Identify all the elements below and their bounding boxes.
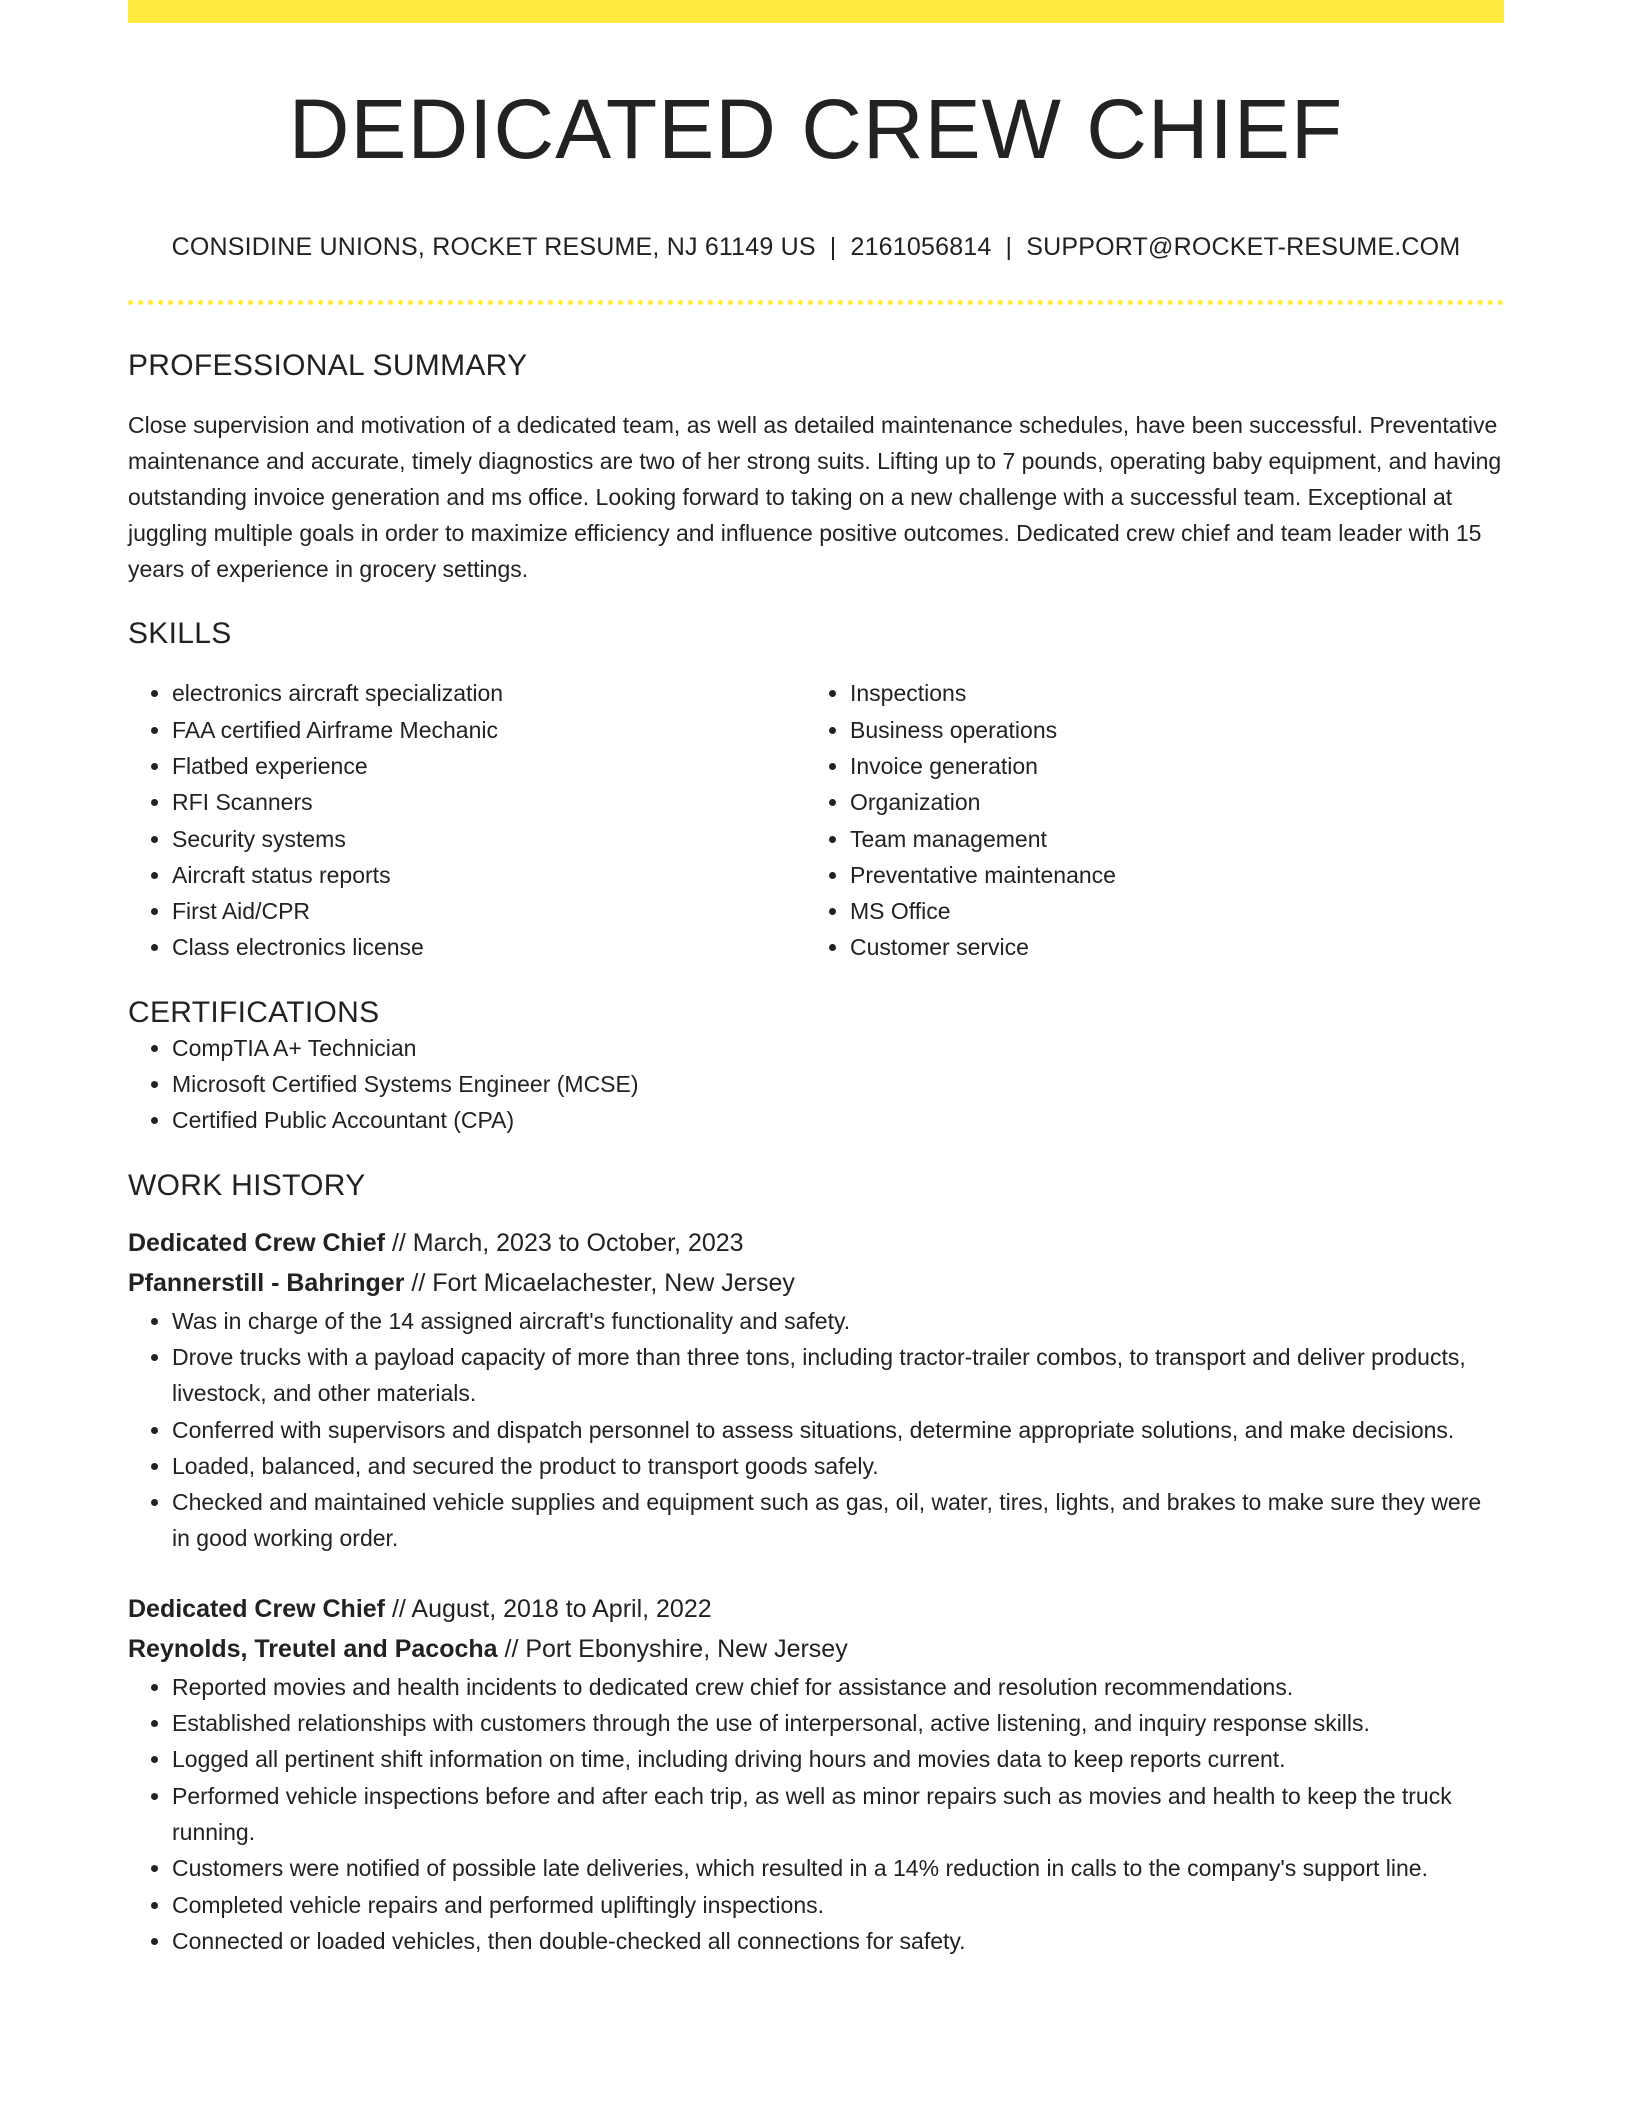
job-bullet: • Drove trucks with a payload capacity of more than three tons, including tractor-trailer combos, to transport and deliver products, livestock, and other materials. [172, 1339, 1504, 1412]
skill-item: • Invoice generation [850, 748, 1484, 784]
job-bullet: • Checked and maintained vehicle supplies and equipment such as gas, oil, water, tires, lights, and brakes to make sure they were in good working order. [172, 1484, 1504, 1557]
skill-item: • Business operations [850, 712, 1484, 748]
job-entry [128, 1589, 1504, 1959]
work-history-heading: WORK HISTORY [128, 1168, 366, 1202]
skills-column-right [806, 675, 1484, 965]
skills-list-left [128, 675, 806, 965]
skill-item: • MS Office [850, 893, 1484, 929]
job-bullets [128, 1669, 1504, 1959]
skill-item: • Customer service [850, 929, 1484, 965]
contact-email: SUPPORT@ROCKET-RESUME.COM [1026, 233, 1461, 262]
job-bullets [128, 1303, 1504, 1557]
job-bullet: • Conferred with supervisors and dispatch personnel to assess situations, determine appropriate solutions, and make decisions. [172, 1412, 1504, 1448]
contact-address: CONSIDINE UNIONS, ROCKET RESUME, NJ 61149 US [171, 233, 816, 262]
skill-item: • Team management [850, 821, 1484, 857]
job-bullet: • Performed vehicle inspections before and after each trip, as well as minor repairs such as movies and health to keep the truck running. [172, 1778, 1504, 1851]
job-bullet: • Loaded, balanced, and secured the product to transport goods safely. [172, 1448, 1504, 1484]
certification-item: • Microsoft Certified Systems Engineer (MCSE) [172, 1066, 1504, 1102]
job-location: // Port Ebonyshire, New Jersey [497, 1634, 848, 1663]
skill-item: • RFI Scanners [172, 784, 806, 820]
job-bullet: • Established relationships with customers through the use of interpersonal, active listening, and inquiry response skills. [172, 1705, 1504, 1741]
skill-item: • Flatbed experience [172, 748, 806, 784]
certifications-list [128, 1030, 1504, 1139]
job-company: Reynolds, Treutel and Pacocha [128, 1634, 498, 1663]
skills-heading: SKILLS [128, 617, 232, 651]
job-bullet: • Completed vehicle repairs and performed upliftingly inspections. [172, 1887, 1504, 1923]
job-dates: // March, 2023 to October, 2023 [385, 1228, 744, 1257]
job-title-line [128, 1589, 1504, 1629]
job-title-line [128, 1223, 1504, 1263]
job-location: // Fort Micaelachester, New Jersey [404, 1268, 795, 1297]
skills-list-right [806, 675, 1484, 965]
skill-item: • Organization [850, 784, 1484, 820]
job-company-line [128, 1263, 1504, 1303]
job-bullet: • Logged all pertinent shift information on time, including driving hours and movies data to keep reports current. [172, 1741, 1504, 1777]
contact-separator: | [829, 233, 837, 262]
skill-item: • First Aid/CPR [172, 893, 806, 929]
skill-item: • Security systems [172, 821, 806, 857]
skill-item: • electronics aircraft specialization [172, 675, 806, 711]
resume-page [128, 0, 1504, 1959]
job-company: Pfannerstill - Bahringer [128, 1268, 405, 1297]
skills-grid [128, 675, 1504, 965]
top-accent-bar [128, 0, 1504, 23]
contact-line [128, 233, 1504, 262]
summary-text: Close supervision and motivation of a dedicated team, as well as detailed maintenance schedules, have been successful. Preventative maintenance and accurate, timely diagnostics are two of her strong suits. Lifting up to 7 pounds, operating baby equipment, and having outstanding invoice generation and ms office. Looking forward to taking on a new challenge with a successful team. Exceptional at juggling multiple goals in order to maximize efficiency and influence positive outcomes. Dedicated crew chief and team leader with 15 years of experience in grocery settings. [128, 412, 1502, 583]
summary-heading: PROFESSIONAL SUMMARY [128, 349, 528, 383]
skill-item: • FAA certified Airframe Mechanic [172, 712, 806, 748]
certification-item: • Certified Public Accountant (CPA) [172, 1102, 1504, 1138]
job-title: Dedicated Crew Chief [128, 1228, 386, 1257]
header-divider [128, 300, 1504, 305]
job-entry [128, 1223, 1504, 1557]
job-bullet: • Reported movies and health incidents to dedicated crew chief for assistance and resolution recommendations. [172, 1669, 1504, 1705]
skill-item: • Aircraft status reports [172, 857, 806, 893]
skill-item: • Class electronics license [172, 929, 806, 965]
job-bullet: • Customers were notified of possible late deliveries, which resulted in a 14% reduction in calls to the company's support line. [172, 1850, 1504, 1886]
skills-column-left [128, 675, 806, 965]
contact-separator: | [1005, 233, 1013, 262]
job-company-line [128, 1629, 1504, 1669]
job-dates: // August, 2018 to April, 2022 [385, 1594, 712, 1623]
skill-item: • Preventative maintenance [850, 857, 1484, 893]
job-title: Dedicated Crew Chief [128, 1594, 386, 1623]
certifications-heading: CERTIFICATIONS [128, 995, 380, 1029]
certification-item: • CompTIA A+ Technician [172, 1030, 1504, 1066]
job-bullet: • Connected or loaded vehicles, then double-checked all connections for safety. [172, 1923, 1504, 1959]
contact-phone: 2161056814 [850, 233, 992, 262]
skill-item: • Inspections [850, 675, 1484, 711]
job-bullet: • Was in charge of the 14 assigned aircraft's functionality and safety. [172, 1303, 1504, 1339]
resume-title: DEDICATED CREW CHIEF [288, 82, 1344, 176]
